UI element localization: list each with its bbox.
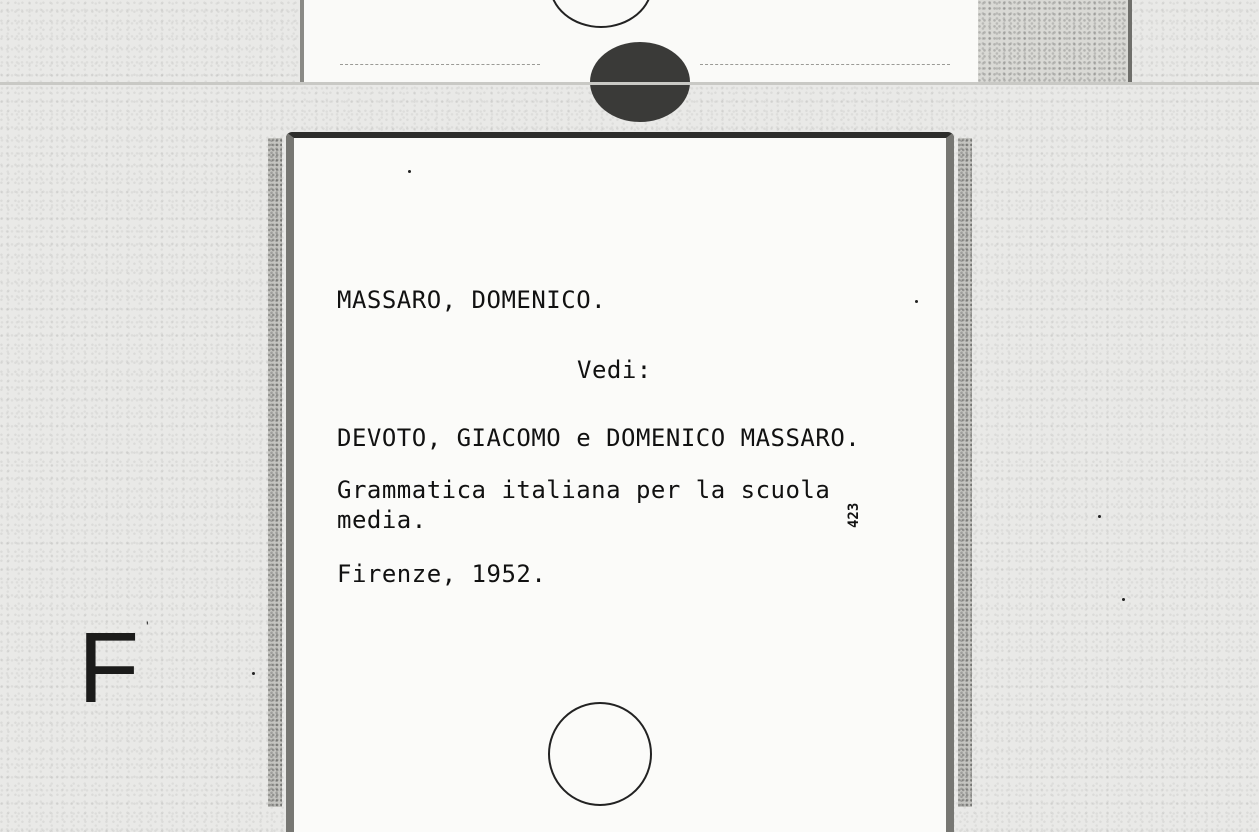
card-imprint: Firenze, 1952.	[337, 560, 547, 588]
card-left-edge	[268, 138, 282, 807]
scan-speck	[1098, 515, 1101, 518]
scan-speck	[1122, 598, 1125, 601]
scan-speck	[252, 672, 255, 675]
card-punch-hole	[548, 702, 652, 806]
previous-card-edge	[978, 0, 1132, 82]
call-number: 423	[846, 502, 862, 528]
previous-card-text-trace	[700, 64, 950, 65]
scan-speck	[408, 170, 411, 173]
index-tab-letter: F	[78, 612, 140, 724]
card-authors: DEVOTO, GIACOMO e DOMENICO MASSARO.	[337, 424, 861, 452]
card-heading: MASSARO, DOMENICO.	[337, 286, 607, 314]
scan-speck	[915, 300, 918, 303]
card-separator	[0, 82, 1259, 85]
see-reference-label: Vedi:	[577, 356, 652, 384]
tab-tick-mark: '	[146, 618, 149, 634]
card-right-edge	[958, 138, 972, 807]
card-title-line-2: media.	[337, 506, 427, 534]
previous-card-text-trace	[340, 64, 540, 65]
card-title-line-1: Grammatica italiana per la scuola	[337, 476, 831, 504]
